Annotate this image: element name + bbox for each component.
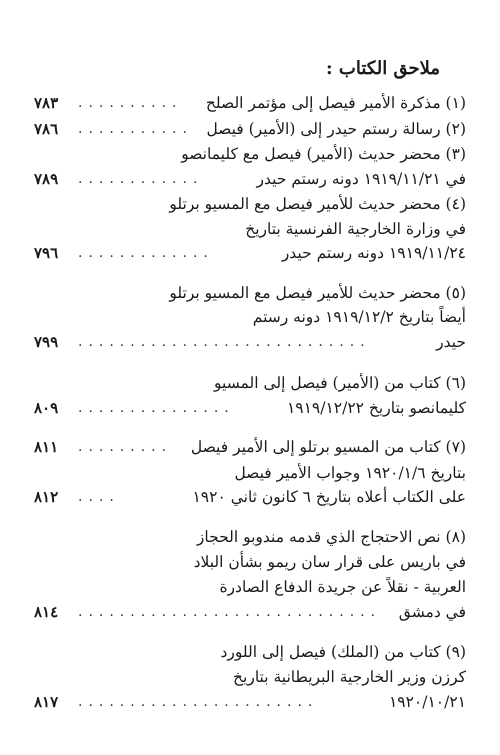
toc-entry-text: (٢) رسالة رستم حيدر إلى (الأمير) فيصل [206,120,466,138]
toc-page-number: ٨١٤ [34,603,59,621]
toc-line [34,242,466,264]
toc-page-number: ٨١١ [34,438,59,456]
toc-entry-text: (١) مذكرة الأمير فيصل إلى مؤتمر الصلح [205,94,466,112]
toc-entry-text: (٨) نص الاحتجاج الذي قدمه مندوبو الحجاز [196,528,466,546]
toc-page-number: ٨١٢ [34,488,59,506]
toc-line [34,641,466,663]
toc-line [34,331,466,353]
toc-line [34,193,466,215]
toc-entry-text: كليمانصو بتاريخ ١٩١٩/١٢/٢٢ [286,399,466,417]
toc-line [34,218,466,240]
toc-line [34,576,466,598]
toc-entry-text: (٦) كتاب من (الأمير) فيصل إلى المسيو [214,374,466,392]
toc-page-number: ٨١٧ [34,693,59,711]
toc-entry-text: العربية - نقلاً عن جريدة الدفاع الصادرة [219,578,466,596]
toc-line [34,691,466,713]
toc-page-number: ٧٨٣ [34,94,59,112]
toc-entry-text: في دمشق [398,603,466,621]
toc-page-number: ٧٨٩ [34,170,59,188]
toc-entry-text: حيدر [436,333,466,351]
dot-leader: ............................. [78,604,382,620]
toc-line [34,143,466,165]
toc-entry-text: (٣) محضر حديث (الأمير) فيصل مع كليمانصو [181,145,466,163]
toc-entry-text: ١٩٢٠/١٠/٢١ [388,693,466,711]
toc-entry-text: على الكتاب أعلاه بتاريخ ٦ كانون ثاني ١٩٢٠ [192,488,466,506]
dot-leader: ......... [78,439,173,455]
toc-entry-text: (٥) محضر حديث للأمير فيصل مع المسيو برتلو [169,284,466,302]
toc-page-number: ٧٩٩ [34,333,59,351]
toc-line [34,92,466,114]
toc-line [34,462,466,484]
toc-entry-text: في ١٩١٩/١١/٢١ دونه رستم حيدر [256,170,466,188]
toc-line [34,118,466,140]
toc-entry-text: (٩) كتاب من (الملك) فيصل إلى اللورد [220,643,466,661]
toc-entry-text: (٤) محضر حديث للأمير فيصل مع المسيو برتلو [169,195,466,213]
toc-line [34,372,466,394]
toc-line [34,551,466,573]
toc-line [34,601,466,623]
dot-leader: .... [78,489,120,505]
dot-leader: ............ [78,171,204,187]
toc-entry-text: (٧) كتاب من المسيو برتلو إلى الأمير فيصل [190,438,466,456]
toc-line [34,486,466,508]
toc-line [34,397,466,419]
toc-page-number: ٧٩٦ [34,244,59,262]
dot-leader: .......... [78,95,183,111]
toc-page-number: ٧٨٦ [34,120,59,138]
toc-line [34,282,466,304]
dot-leader: ............. [78,245,214,261]
toc-entry-text: أيضاً بتاريخ ١٩١٩/١٢/٢ دونه رستم [252,308,466,326]
toc-line [34,168,466,190]
toc-page-number: ٨٠٩ [34,399,59,417]
dot-leader: ............... [78,400,235,416]
toc-entry-text: كرزن وزير الخارجية البريطانية بتاريخ [233,668,466,686]
page-heading: ملاحق الكتاب : [326,58,440,79]
toc-line [34,666,466,688]
dot-leader: ........... [78,121,193,137]
toc-entry-text: ١٩١٩/١١/٢٤ دونه رستم حيدر [281,244,466,262]
toc-line [34,436,466,458]
dot-leader: ....................... [78,694,319,710]
toc-entry-text: بتاريخ ١٩٢٠/١/٦ وجواب الأمير فيصل [234,464,466,482]
toc-line [34,306,466,328]
toc-entry-text: في باريس على قرار سان ريمو بشأن البلاد [193,553,466,571]
toc-line [34,526,466,548]
dot-leader: ............................ [78,334,371,350]
toc-entry-text: في وزارة الخارجية الفرنسية بتاريخ [245,220,466,238]
